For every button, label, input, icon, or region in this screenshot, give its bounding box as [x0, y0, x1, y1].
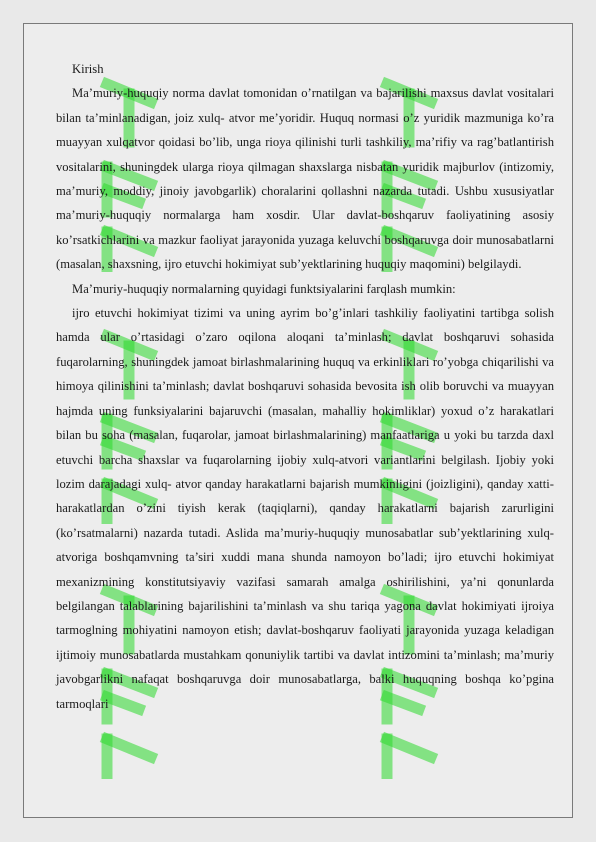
section-heading: Kirish — [72, 62, 104, 76]
body-paragraph: Ma’muriy-huquqiy normalarning quyidagi funktsiyalarini farqlash mumkin: — [72, 281, 456, 296]
body-paragraph: Ma’muriy-huquqiy norma davlat tomonidan o’rnatilgan va bajarilishi maxsus davlat vositalari bilan ta’minlanadigan, joiz xulq- atvor me’yoridir. Huquq normasi o’z yuridik mazmuniga ko’ra muayyan xulqatvor qoidasi bo’lib, unga rioya qilinishi turli tashkiliy, ma’rifiy va rag’batlantirish vositalarini, shuningdek ularga rioya qilmagan shaxslarga nisbatan yuridik majburlov (intizomiy, ma’muriy, moddiy, jinoiy javobgarlik) choralarini qollashni nazarda tutadi. Ushbu xususiyatlar ma’muriy-huquqiy normalarga ham xosdir. Ular davlat-boshqaruv faoliyatining asosiy ko’rsatkichlarini va mazkur faoliyat jarayonida yuzaga keluvchi boshqaruvga doir munosabatlarni (masalan, shaxsning, ijro etuvchi hokimiyat sub’yektlarining huquqiy maqomini) belgilaydi. — [56, 86, 554, 272]
document-page — [23, 23, 573, 818]
document-body — [56, 57, 554, 716]
body-paragraph: ijro etuvchi hokimiyat tizimi va uning ayrim bo’g’inlari tashkiliy faoliyatini tartibga solish hamda ular o’rtasidagi o’zaro oqilona aloqani ta’minlash; davlat boshqaruvi sohasida fuqarolarning, shuningdek jamoat birlashmalarining huquq va erkinliklari ro’yobga chiqarilishi va himoya qilinishini ta’minlash; davlat boshqaruvi sohasida bevosita ish olib boruvchi va muayyan hajmda uning funksiyalarini bajaruvchi (masalan, mahalliy hokimliklar) yoxud o’z harakatlari bilan bu soha (masalan, fuqarolar, jamoat birlashmalarining) manfaatlariga u yoki bu tarzda daxl etuvchi barcha shaxslar va fuqarolarning ijobiy xulq-atvori variantlarini belgilash. Ijobiy yoki lozim darajadagi xulq- atvor qanday harakatlarni bajarish mumkinligini (joizligini), qanday xatti-harakatlardan o’zini tiyish kerak (taqiqlarni), qanday harakatlarni bajarish zarurligini (ko’rsatmalarni) nazarda tutadi. Aslida ma’muriy-huquqiy munosabatlar sub’yektlarining xulq- atvoriga boshqamvning ta’siri xuddi mana shunda namoyon bo’ladi; ijro etuvchi hokimiyat mexanizmining konstitutsiyaviy vazifasi samarah amalga oshirilishini, ya’ni qonunlarda belgilangan talablarining bajarilishini ta’minlash va shu tariqa yagona davlat hokimiyati ijroiya tarmoglning mohiyatini namoyon etish; davlat-boshqaruv faoliyati jarayonida yuzaga keladigan ijtimoiy munosabatlarda mustahkam qonuniylik tartibi va davlat intizomini ta’minlash; ma’muriy javobgarlikni nafaqat boshqaruvga doir munosabatlarga, balki huquqning boshqa ko’pgina tarmoqlari — [56, 306, 554, 711]
